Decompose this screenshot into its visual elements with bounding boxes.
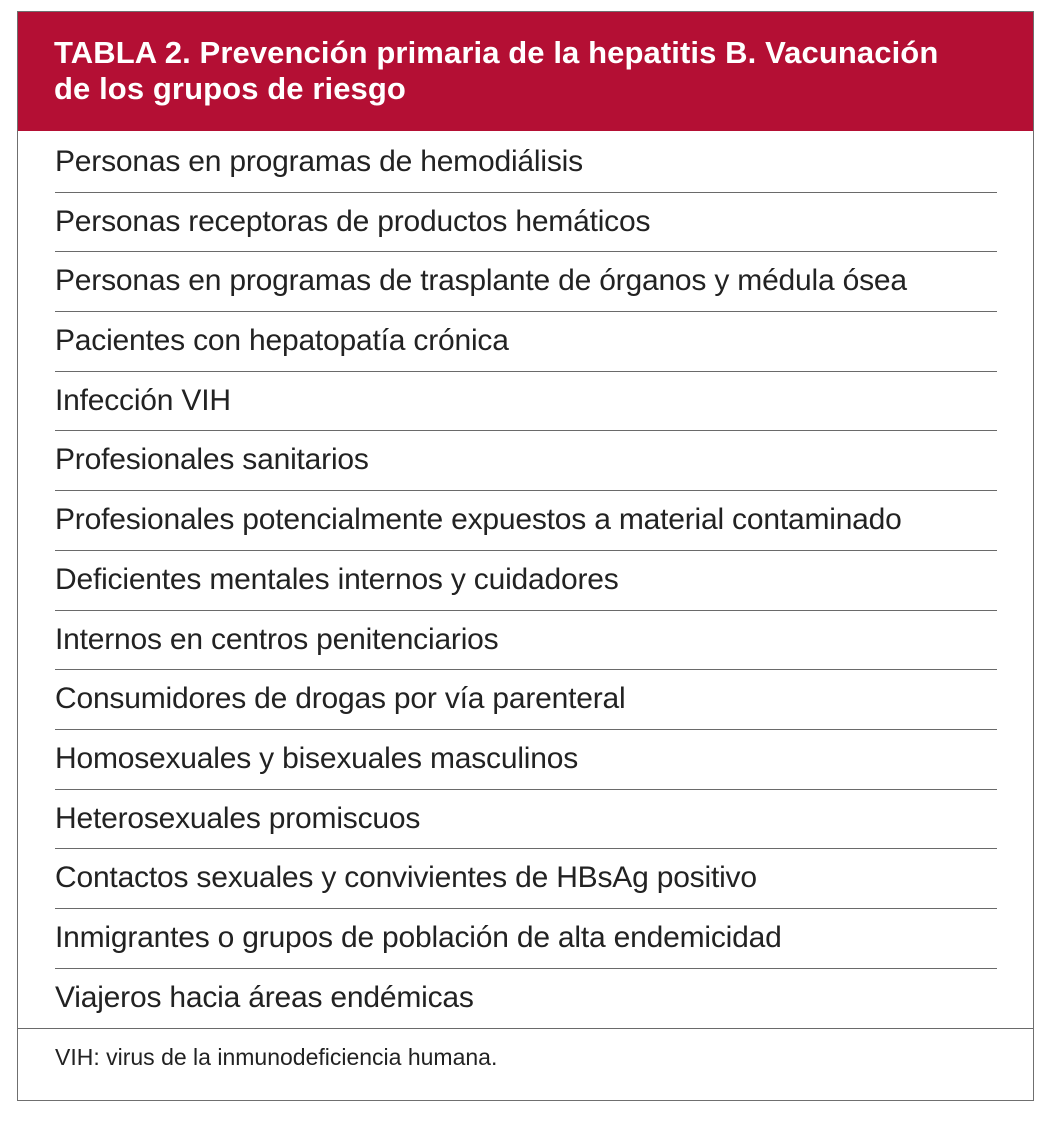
table-row: Contactos sexuales y convivientes de HBsAg positivo bbox=[55, 849, 997, 909]
table-row: Consumidores de drogas por vía parenteral bbox=[55, 670, 997, 730]
table-row: Personas en programas de trasplante de órganos y médula ósea bbox=[55, 252, 997, 312]
table-row: Deficientes mentales internos y cuidadores bbox=[55, 551, 997, 611]
table-footnote: VIH: virus de la inmunodeficiencia humana. bbox=[55, 1044, 498, 1070]
table-header bbox=[18, 12, 1033, 131]
risk-groups-table bbox=[17, 11, 1034, 1101]
table-row: Homosexuales y bisexuales masculinos bbox=[55, 730, 997, 790]
table-row: Internos en centros penitenciarios bbox=[55, 611, 997, 671]
table-row: Inmigrantes o grupos de población de alta endemicidad bbox=[55, 909, 997, 969]
footer-divider bbox=[18, 1028, 1033, 1029]
table-title bbox=[54, 35, 997, 107]
table-row: Personas en programas de hemodiálisis bbox=[55, 133, 997, 193]
table-row: Personas receptoras de productos hemáticos bbox=[55, 193, 997, 253]
table-row: Infección VIH bbox=[55, 372, 997, 432]
table-row: Viajeros hacia áreas endémicas bbox=[55, 980, 474, 1014]
table-title-line-1: TABLA 2. Prevención primaria de la hepatitis B. Vacunación bbox=[54, 35, 939, 70]
table-row: Heterosexuales promiscuos bbox=[55, 790, 997, 850]
risk-group-list bbox=[55, 133, 997, 1028]
table-row: Profesionales potencialmente expuestos a material contaminado bbox=[55, 491, 997, 551]
table-title-line-2: de los grupos de riesgo bbox=[54, 71, 406, 106]
table-row: Pacientes con hepatopatía crónica bbox=[55, 312, 997, 372]
table-row: Profesionales sanitarios bbox=[55, 431, 997, 491]
